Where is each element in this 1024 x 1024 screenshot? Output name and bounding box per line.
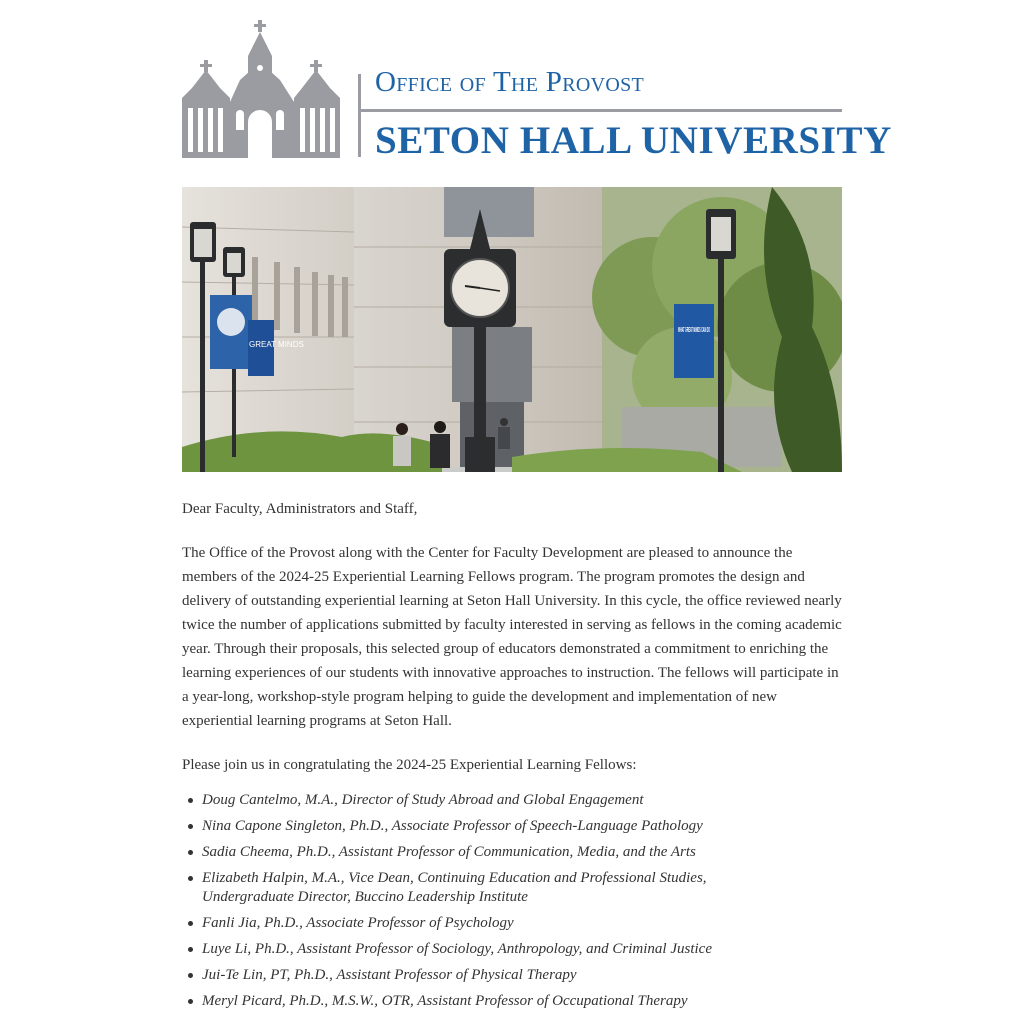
logo-divider-vertical: [358, 74, 361, 157]
university-name: SETON HALL UNIVERSITY: [375, 119, 892, 162]
banner-left-text: GREAT MINDS: [249, 340, 304, 349]
list-item: Sadia Cheema, Ph.D., Assistant Professor of Communication, Media, and the Arts: [202, 843, 842, 862]
provost-header: [182, 0, 892, 187]
list-item: Meryl Picard, Ph.D., M.S.W., OTR, Assistant Professor of Occupational Therapy: [202, 992, 842, 1011]
list-item: Nina Capone Singleton, Ph.D., Associate Professor of Speech-Language Pathology: [202, 817, 842, 836]
intro-paragraph: The Office of the Provost along with the Center for Faculty Development are pleased to announce the members of the 2024-25 Experiential Learning Fellows program. The program promotes the design and delivery of outstanding experiential learning at Seton Hall University. In this cycle, the office reviewed nearly twice the number of applications submitted by faculty interested in serving as fellows in the coming academic year. Through their proposals, this selected group of educators demonstrated a commitment to enriching the learning experiences of our students with innovative approaches to instruction. The fellows will participate in a year-long, workshop-style program helping to guide the development and implementation of new experiential learning programs at Seton Hall.: [182, 545, 842, 729]
list-item: Doug Cantelmo, M.A., Director of Study Abroad and Global Engagement: [202, 791, 842, 810]
congratulations-paragraph: Please join us in congratulating the 2024-25 Experiential Learning Fellows:: [182, 757, 637, 773]
greeting: Dear Faculty, Administrators and Staff,: [182, 501, 418, 517]
church-silhouette-icon: [182, 18, 342, 158]
list-item: Luye Li, Ph.D., Assistant Professor of Sociology, Anthropology, and Criminal Justice: [202, 940, 842, 959]
office-title: Office of The Provost: [375, 66, 645, 98]
campus-clock-photo: [182, 187, 842, 472]
email-container: [182, 0, 892, 1009]
list-item: Jui-Te Lin, PT, Ph.D., Assistant Professor of Physical Therapy: [202, 966, 842, 985]
fellows-list: [182, 791, 842, 1011]
list-item: Fanli Jia, Ph.D., Associate Professor of Psychology: [202, 914, 842, 933]
letter-body: [182, 497, 842, 1018]
list-item: Elizabeth Halpin, M.A., Vice Dean, Continuing Education and Professional Studies, Undergraduate Director, Buccino Leadership Institute: [202, 869, 842, 907]
logo-divider-horizontal: [358, 109, 842, 112]
banner-right-text: WHAT GREAT MINDS CAN DO: [678, 327, 711, 334]
